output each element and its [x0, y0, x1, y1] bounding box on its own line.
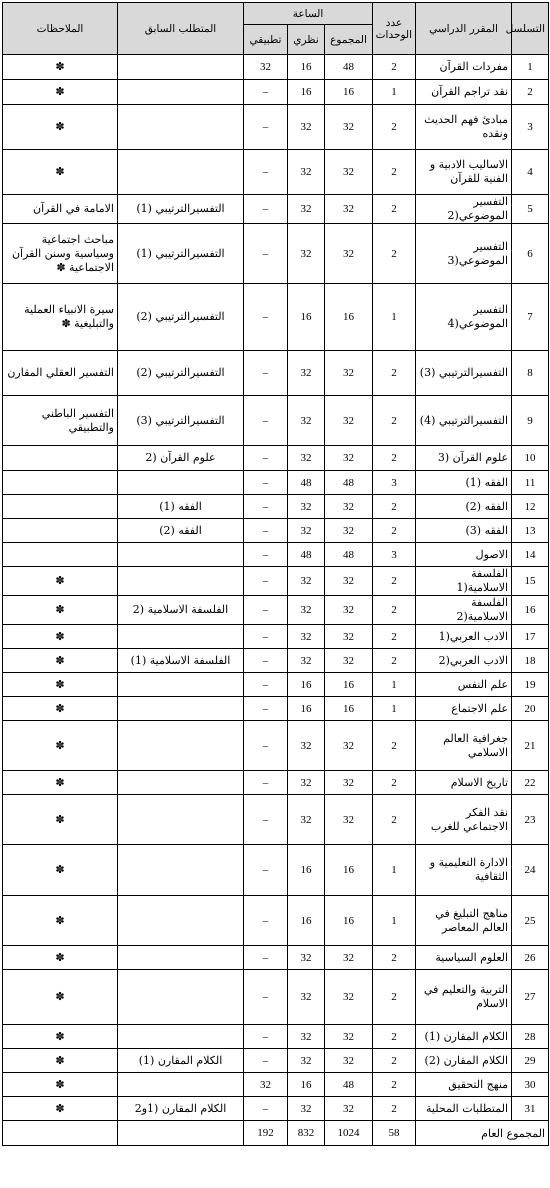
- cell-course: الادارة التعليمية و الثقافية: [416, 845, 512, 896]
- cell-theory-hours: 32: [288, 1097, 325, 1121]
- cell-units: 3: [373, 471, 416, 495]
- cell-seq: 16: [512, 596, 549, 625]
- cell-prereq: [118, 625, 244, 649]
- cell-prereq: [118, 471, 244, 495]
- table-row: [3, 519, 549, 543]
- table-row: [3, 795, 549, 845]
- cell-course: مناهج التبليغ في العالم المعاصر: [416, 896, 512, 946]
- cell-course: التفسير الموضوعي(3: [416, 224, 512, 284]
- cell-course: جغرافية العالم الاسلامي: [416, 721, 512, 771]
- cell-units: 2: [373, 495, 416, 519]
- cell-notes: ✽: [3, 946, 118, 970]
- cell-seq: 23: [512, 795, 549, 845]
- cell-units: 2: [373, 771, 416, 795]
- table-row: [3, 150, 549, 195]
- header-prereq: المتطلب السابق: [118, 3, 244, 55]
- cell-practical-hours: –: [244, 195, 288, 224]
- table-row: [3, 446, 549, 471]
- cell-seq: 18: [512, 649, 549, 673]
- total-notes-empty: [3, 1121, 118, 1146]
- cell-total-hours: 16: [325, 896, 373, 946]
- cell-seq: 17: [512, 625, 549, 649]
- cell-prereq: [118, 795, 244, 845]
- header-practical: تطبيقي: [244, 25, 288, 55]
- total-label: المجموع العام: [416, 1121, 549, 1146]
- cell-course: الكلام المقارن (1): [416, 1025, 512, 1049]
- cell-prereq: [118, 946, 244, 970]
- table-row: [3, 845, 549, 896]
- cell-seq: 9: [512, 396, 549, 446]
- cell-course: علوم القرآن (3: [416, 446, 512, 471]
- cell-practical-hours: –: [244, 795, 288, 845]
- table-body: [3, 55, 549, 1121]
- cell-prereq: [118, 1025, 244, 1049]
- cell-theory-hours: 32: [288, 195, 325, 224]
- table-row: [3, 1073, 549, 1097]
- cell-theory-hours: 32: [288, 150, 325, 195]
- cell-units: 1: [373, 845, 416, 896]
- cell-notes: التفسير العقلي المقارن: [3, 351, 118, 396]
- cell-notes: الامامة في القرآن: [3, 195, 118, 224]
- cell-seq: 12: [512, 495, 549, 519]
- cell-units: 2: [373, 1097, 416, 1121]
- cell-course: الادب العربي(1: [416, 625, 512, 649]
- cell-course: العلوم السياسية: [416, 946, 512, 970]
- cell-practical-hours: –: [244, 495, 288, 519]
- cell-total-hours: 32: [325, 946, 373, 970]
- cell-course: التفسير الموضوعي(2: [416, 195, 512, 224]
- cell-units: 2: [373, 446, 416, 471]
- cell-total-hours: 32: [325, 721, 373, 771]
- cell-theory-hours: 16: [288, 845, 325, 896]
- cell-seq: 24: [512, 845, 549, 896]
- cell-notes: ✽: [3, 150, 118, 195]
- table-row: [3, 495, 549, 519]
- table-row: [3, 396, 549, 446]
- cell-practical-hours: –: [244, 596, 288, 625]
- cell-seq: 1: [512, 55, 549, 80]
- cell-practical-hours: –: [244, 1049, 288, 1073]
- table-row: [3, 896, 549, 946]
- cell-practical-hours: –: [244, 150, 288, 195]
- cell-theory-hours: 32: [288, 1049, 325, 1073]
- cell-course: الفقه (2): [416, 495, 512, 519]
- cell-practical-hours: –: [244, 721, 288, 771]
- cell-seq: 31: [512, 1097, 549, 1121]
- cell-practical-hours: –: [244, 567, 288, 596]
- table-row: [3, 673, 549, 697]
- table-row: [3, 649, 549, 673]
- cell-course: الفقه (3): [416, 519, 512, 543]
- cell-course: منهج التحقيق: [416, 1073, 512, 1097]
- cell-seq: 11: [512, 471, 549, 495]
- cell-total-hours: 16: [325, 284, 373, 351]
- cell-total-hours: 48: [325, 55, 373, 80]
- cell-practical-hours: –: [244, 1097, 288, 1121]
- cell-course: التفسيرالترتيبي (4): [416, 396, 512, 446]
- cell-seq: 20: [512, 697, 549, 721]
- cell-seq: 21: [512, 721, 549, 771]
- cell-prereq: التفسيرالترتيبي (2): [118, 284, 244, 351]
- cell-prereq: [118, 1073, 244, 1097]
- table-row: [3, 1049, 549, 1073]
- cell-course: الادب العربي(2: [416, 649, 512, 673]
- cell-total-hours: 32: [325, 1025, 373, 1049]
- cell-course: نقد تراجم القرآن: [416, 80, 512, 105]
- total-prereq-empty: [118, 1121, 244, 1146]
- cell-practical-hours: –: [244, 673, 288, 697]
- cell-notes: ✽: [3, 105, 118, 150]
- cell-total-hours: 32: [325, 795, 373, 845]
- cell-theory-hours: 32: [288, 946, 325, 970]
- cell-notes: ✽: [3, 1049, 118, 1073]
- cell-prereq: الكلام المقارن (1و2: [118, 1097, 244, 1121]
- cell-units: 2: [373, 195, 416, 224]
- cell-seq: 19: [512, 673, 549, 697]
- cell-course: علم النفس: [416, 673, 512, 697]
- cell-theory-hours: 32: [288, 519, 325, 543]
- cell-units: 2: [373, 649, 416, 673]
- cell-theory-hours: 16: [288, 1073, 325, 1097]
- cell-prereq: [118, 697, 244, 721]
- cell-course: الكلام المقارن (2): [416, 1049, 512, 1073]
- cell-units: 1: [373, 697, 416, 721]
- cell-seq: 14: [512, 543, 549, 567]
- cell-course: المتطلبات المحلية: [416, 1097, 512, 1121]
- cell-theory-hours: 32: [288, 596, 325, 625]
- cell-seq: 4: [512, 150, 549, 195]
- table-row: [3, 284, 549, 351]
- cell-total-hours: 32: [325, 519, 373, 543]
- table-row: [3, 771, 549, 795]
- cell-total-hours: 32: [325, 150, 373, 195]
- table-row: [3, 721, 549, 771]
- table-row: [3, 471, 549, 495]
- cell-course: التربية والتعليم في الاسلام: [416, 970, 512, 1025]
- cell-total-hours: 16: [325, 673, 373, 697]
- cell-total-hours: 32: [325, 625, 373, 649]
- header-theory: نظري: [288, 25, 325, 55]
- cell-prereq: الفلسفة الاسلامية (1): [118, 649, 244, 673]
- cell-theory-hours: 48: [288, 543, 325, 567]
- cell-practical-hours: –: [244, 771, 288, 795]
- table-row: [3, 946, 549, 970]
- cell-prereq: [118, 543, 244, 567]
- cell-total-hours: 48: [325, 1073, 373, 1097]
- total-hours: 1024: [325, 1121, 373, 1146]
- cell-course: الاصول: [416, 543, 512, 567]
- cell-prereq: [118, 567, 244, 596]
- cell-total-hours: 32: [325, 495, 373, 519]
- cell-total-hours: 32: [325, 1049, 373, 1073]
- cell-theory-hours: 32: [288, 625, 325, 649]
- cell-notes: [3, 519, 118, 543]
- cell-total-hours: 32: [325, 596, 373, 625]
- cell-theory-hours: 32: [288, 649, 325, 673]
- cell-notes: مباحث اجتماعية وسياسية وسنن القرآن الاجتماعية ✽: [3, 224, 118, 284]
- cell-practical-hours: –: [244, 224, 288, 284]
- cell-units: 2: [373, 55, 416, 80]
- cell-prereq: علوم القرآن (2: [118, 446, 244, 471]
- table-row: [3, 970, 549, 1025]
- cell-course: الاساليب الادبية و الفنية للقرآن: [416, 150, 512, 195]
- cell-units: 2: [373, 596, 416, 625]
- cell-practical-hours: –: [244, 1025, 288, 1049]
- cell-theory-hours: 32: [288, 446, 325, 471]
- cell-course: التفسيرالترتيبي (3): [416, 351, 512, 396]
- cell-theory-hours: 32: [288, 396, 325, 446]
- cell-units: 2: [373, 351, 416, 396]
- cell-seq: 8: [512, 351, 549, 396]
- cell-total-hours: 32: [325, 446, 373, 471]
- cell-theory-hours: 32: [288, 351, 325, 396]
- cell-units: 2: [373, 721, 416, 771]
- cell-seq: 15: [512, 567, 549, 596]
- cell-theory-hours: 16: [288, 80, 325, 105]
- cell-theory-hours: 32: [288, 721, 325, 771]
- cell-course: الفقه (1): [416, 471, 512, 495]
- cell-theory-hours: 32: [288, 105, 325, 150]
- cell-prereq: التفسيرالترتيبي (3): [118, 396, 244, 446]
- cell-theory-hours: 32: [288, 795, 325, 845]
- cell-practical-hours: –: [244, 896, 288, 946]
- cell-units: 1: [373, 673, 416, 697]
- cell-practical-hours: 32: [244, 1073, 288, 1097]
- cell-seq: 27: [512, 970, 549, 1025]
- cell-theory-hours: 32: [288, 495, 325, 519]
- header-seq: التسلسل: [512, 3, 549, 55]
- cell-seq: 25: [512, 896, 549, 946]
- cell-practical-hours: –: [244, 970, 288, 1025]
- cell-notes: سيرة الانبياء العملية والتبليغية ✽: [3, 284, 118, 351]
- cell-theory-hours: 32: [288, 1025, 325, 1049]
- cell-seq: 29: [512, 1049, 549, 1073]
- cell-seq: 28: [512, 1025, 549, 1049]
- header-course: المقرر الدراسي: [416, 3, 512, 55]
- cell-course: الفلسفة الاسلامية(2: [416, 596, 512, 625]
- cell-practical-hours: –: [244, 471, 288, 495]
- cell-prereq: التفسيرالترتيبي (2): [118, 351, 244, 396]
- cell-course: الفلسفة الاسلامية(1: [416, 567, 512, 596]
- cell-notes: [3, 446, 118, 471]
- header-row-top: [3, 3, 549, 25]
- cell-theory-hours: 16: [288, 55, 325, 80]
- cell-seq: 6: [512, 224, 549, 284]
- table-row: [3, 697, 549, 721]
- cell-units: 2: [373, 795, 416, 845]
- cell-practical-hours: 32: [244, 55, 288, 80]
- cell-theory-hours: 16: [288, 896, 325, 946]
- cell-total-hours: 32: [325, 771, 373, 795]
- cell-units: 1: [373, 896, 416, 946]
- cell-seq: 13: [512, 519, 549, 543]
- cell-units: 2: [373, 946, 416, 970]
- total-units: 58: [373, 1121, 416, 1146]
- table-row: [3, 625, 549, 649]
- header-total: المجموع: [325, 25, 373, 55]
- table-row: [3, 105, 549, 150]
- cell-practical-hours: –: [244, 649, 288, 673]
- cell-prereq: [118, 55, 244, 80]
- total-row: [3, 1121, 549, 1146]
- cell-notes: [3, 471, 118, 495]
- cell-notes: ✽: [3, 649, 118, 673]
- cell-notes: ✽: [3, 771, 118, 795]
- cell-prereq: [118, 970, 244, 1025]
- cell-practical-hours: –: [244, 625, 288, 649]
- cell-practical-hours: –: [244, 396, 288, 446]
- cell-units: 2: [373, 567, 416, 596]
- cell-course: مبادئ فهم الحديث ونقده: [416, 105, 512, 150]
- cell-practical-hours: –: [244, 697, 288, 721]
- cell-notes: ✽: [3, 1025, 118, 1049]
- cell-total-hours: 48: [325, 471, 373, 495]
- cell-practical-hours: –: [244, 351, 288, 396]
- cell-units: 2: [373, 970, 416, 1025]
- cell-units: 2: [373, 519, 416, 543]
- cell-practical-hours: –: [244, 80, 288, 105]
- cell-notes: ✽: [3, 795, 118, 845]
- cell-notes: [3, 543, 118, 567]
- cell-seq: 22: [512, 771, 549, 795]
- cell-units: 2: [373, 1073, 416, 1097]
- curriculum-table: [2, 2, 549, 1146]
- cell-units: 2: [373, 105, 416, 150]
- cell-units: 2: [373, 1049, 416, 1073]
- cell-prereq: الكلام المقارن (1): [118, 1049, 244, 1073]
- cell-seq: 26: [512, 946, 549, 970]
- cell-notes: ✽: [3, 55, 118, 80]
- cell-units: 2: [373, 396, 416, 446]
- cell-total-hours: 32: [325, 649, 373, 673]
- cell-prereq: الفقه (2): [118, 519, 244, 543]
- cell-course: نقد الفكر الاجتماعي للغرب: [416, 795, 512, 845]
- table-row: [3, 195, 549, 224]
- cell-theory-hours: 16: [288, 697, 325, 721]
- cell-prereq: [118, 80, 244, 105]
- cell-prereq: التفسيرالترتيبي (1): [118, 195, 244, 224]
- cell-units: 2: [373, 1025, 416, 1049]
- cell-total-hours: 32: [325, 105, 373, 150]
- cell-course: مفردات القرآن: [416, 55, 512, 80]
- total-practical: 192: [244, 1121, 288, 1146]
- cell-practical-hours: –: [244, 284, 288, 351]
- table-row: [3, 1097, 549, 1121]
- cell-notes: ✽: [3, 970, 118, 1025]
- cell-theory-hours: 48: [288, 471, 325, 495]
- cell-theory-hours: 16: [288, 284, 325, 351]
- cell-practical-hours: –: [244, 543, 288, 567]
- total-theory: 832: [288, 1121, 325, 1146]
- cell-total-hours: 48: [325, 543, 373, 567]
- cell-total-hours: 32: [325, 970, 373, 1025]
- cell-notes: [3, 495, 118, 519]
- cell-practical-hours: –: [244, 946, 288, 970]
- table-row: [3, 55, 549, 80]
- cell-total-hours: 16: [325, 845, 373, 896]
- cell-theory-hours: 32: [288, 567, 325, 596]
- table-row: [3, 596, 549, 625]
- cell-seq: 5: [512, 195, 549, 224]
- header-units: عدد الوحدات: [373, 3, 416, 55]
- cell-total-hours: 32: [325, 195, 373, 224]
- cell-prereq: [118, 721, 244, 771]
- cell-prereq: [118, 896, 244, 946]
- cell-units: 3: [373, 543, 416, 567]
- table-row: [3, 1025, 549, 1049]
- cell-prereq: الفقه (1): [118, 495, 244, 519]
- cell-notes: ✽: [3, 80, 118, 105]
- cell-practical-hours: –: [244, 105, 288, 150]
- cell-notes: التفسير الباطني والتطبيقي: [3, 396, 118, 446]
- cell-theory-hours: 16: [288, 673, 325, 697]
- cell-units: 2: [373, 224, 416, 284]
- cell-course: التفسير الموضوعي(4: [416, 284, 512, 351]
- cell-theory-hours: 32: [288, 771, 325, 795]
- cell-notes: ✽: [3, 1097, 118, 1121]
- cell-practical-hours: –: [244, 446, 288, 471]
- table-row: [3, 224, 549, 284]
- cell-prereq: [118, 673, 244, 697]
- cell-units: 2: [373, 625, 416, 649]
- cell-units: 1: [373, 284, 416, 351]
- cell-total-hours: 32: [325, 351, 373, 396]
- table-row: [3, 351, 549, 396]
- cell-practical-hours: –: [244, 845, 288, 896]
- header-hours: الساعة: [244, 3, 373, 25]
- cell-seq: 30: [512, 1073, 549, 1097]
- cell-total-hours: 32: [325, 1097, 373, 1121]
- cell-total-hours: 32: [325, 567, 373, 596]
- cell-practical-hours: –: [244, 519, 288, 543]
- table-row: [3, 80, 549, 105]
- cell-notes: ✽: [3, 1073, 118, 1097]
- cell-prereq: التفسيرالترتيبي (1): [118, 224, 244, 284]
- cell-prereq: [118, 105, 244, 150]
- cell-course: علم الاجتماع: [416, 697, 512, 721]
- cell-total-hours: 32: [325, 224, 373, 284]
- cell-units: 2: [373, 150, 416, 195]
- cell-units: 1: [373, 80, 416, 105]
- cell-prereq: الفلسفة الاسلامية (2: [118, 596, 244, 625]
- cell-theory-hours: 32: [288, 970, 325, 1025]
- cell-total-hours: 32: [325, 396, 373, 446]
- cell-theory-hours: 32: [288, 224, 325, 284]
- cell-notes: ✽: [3, 697, 118, 721]
- table-row: [3, 543, 549, 567]
- cell-total-hours: 16: [325, 697, 373, 721]
- cell-notes: ✽: [3, 625, 118, 649]
- cell-seq: 10: [512, 446, 549, 471]
- cell-notes: ✽: [3, 721, 118, 771]
- cell-total-hours: 16: [325, 80, 373, 105]
- table-row: [3, 567, 549, 596]
- cell-course: تاريخ الاسلام: [416, 771, 512, 795]
- cell-notes: ✽: [3, 567, 118, 596]
- cell-prereq: [118, 845, 244, 896]
- cell-seq: 3: [512, 105, 549, 150]
- cell-prereq: [118, 771, 244, 795]
- cell-notes: ✽: [3, 596, 118, 625]
- cell-seq: 7: [512, 284, 549, 351]
- header-notes: الملاحظات: [3, 3, 118, 55]
- cell-notes: ✽: [3, 845, 118, 896]
- cell-notes: ✽: [3, 673, 118, 697]
- cell-seq: 2: [512, 80, 549, 105]
- cell-prereq: [118, 150, 244, 195]
- cell-notes: ✽: [3, 896, 118, 946]
